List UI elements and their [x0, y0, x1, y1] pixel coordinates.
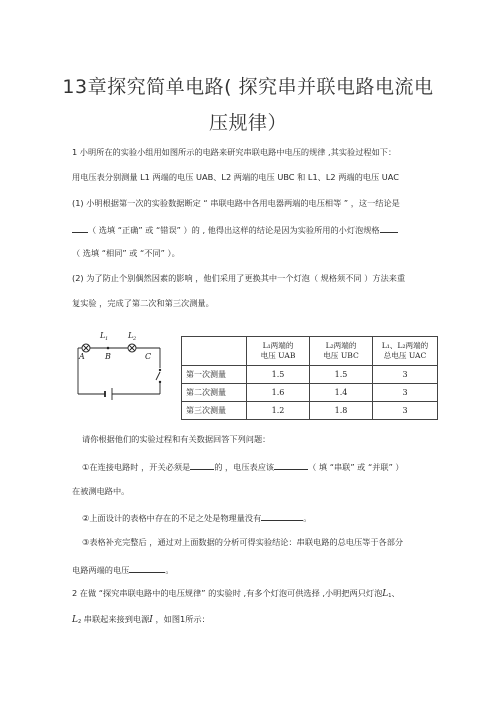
sub-question-1-text-b: 的 ，电压表应该 — [214, 462, 275, 472]
table-corner-cell — [182, 337, 247, 366]
row-label: 第三次测量 — [182, 402, 247, 420]
table-cell: 1.2 — [247, 402, 310, 420]
sub-question-2 — [82, 511, 442, 524]
answer-blank[interactable] — [190, 460, 214, 470]
question-2-line-a: (2) 为了防止个别偶然因素的影响 ，他们采用了更换其中一个灯泡（ 规格须不同 ）方法来重 — [72, 273, 406, 283]
table-row — [182, 384, 438, 402]
table-cell: 3 — [373, 384, 438, 402]
lamp-l1-symbol: L — [382, 589, 389, 599]
table-cell: 3 — [373, 402, 438, 420]
table-header-ubc — [310, 337, 373, 366]
problem-2-line-1 — [72, 588, 432, 602]
point-a-label: A — [79, 352, 85, 361]
lamp-l2-symbol: L — [72, 615, 78, 625]
question-1-line-a: (1) 小明根据第一次的实验数据断定 “ 串联电路中各用电器两端的电压相等 ” ，这一结论是 — [72, 198, 400, 208]
page-title-line-1: 13章探究简单电路( 探究串并联电路电流电 — [62, 76, 434, 98]
question-1-line-b-text: （ 选填 “正确” 或 “错误” ）的 , 他得出这样的结论是因为实验所用的小灯泡规格 — [88, 225, 380, 235]
header-line: L₁、L₂两端的 — [381, 341, 429, 350]
power-source-symbol: I — [149, 615, 153, 625]
problem-2-text-c: ，如图1所示： — [152, 614, 210, 624]
instruction-line: 请你根据他们的实验过程和有关数据回答下列问题： — [82, 434, 271, 444]
answer-blank[interactable] — [129, 563, 165, 573]
row-label: 第二次测量 — [182, 384, 247, 402]
sub-question-1-line-a — [82, 460, 442, 473]
lamp-l1-subscript: 1 — [388, 593, 392, 599]
voltage-data-table — [181, 336, 438, 420]
header-line: 电压 UAB — [260, 351, 296, 360]
table-cell: 1.5 — [310, 366, 373, 384]
sub-question-2-end: 。 — [303, 513, 312, 523]
answer-blank[interactable] — [261, 511, 303, 521]
lamp-l2-subscript: 2 — [77, 619, 82, 625]
circuit-diagram — [72, 326, 172, 402]
point-b-label: B — [105, 352, 111, 361]
point-c-label: C — [145, 352, 152, 361]
problem-2-text-b: 串联起来接到电源 — [81, 614, 150, 624]
problem-1-measure: 用电压表分别测量 L1 两端的电压 UAB、L2 两端的电压 UBC 和 L1、L2 两端的电压 UAC — [72, 172, 399, 182]
table-header-uab — [247, 337, 310, 366]
sub-question-1-line-b: 在被测电路中。 — [72, 486, 130, 496]
row-label: 第一次测量 — [182, 366, 247, 384]
table-cell: 1.6 — [247, 384, 310, 402]
table-cell: 1.4 — [310, 384, 373, 402]
answer-blank[interactable] — [274, 460, 308, 470]
table-row — [182, 402, 438, 420]
answer-blank[interactable] — [380, 223, 398, 233]
table-row — [182, 366, 438, 384]
table-cell: 1.8 — [310, 402, 373, 420]
question-2-line-b: 复实验 ，完成了第二次和第三次测量。 — [72, 298, 214, 308]
lamp-2-subscript: 2 — [133, 336, 137, 342]
lamp-1-label: L — [100, 331, 106, 340]
problem-1-intro: 1 小明所在的实验小组用如图所示的电路来研究串联电路中电压的规律 ,其实验过程如下： — [72, 147, 397, 157]
lamp-2-label: L — [128, 331, 134, 340]
table-header-uac — [373, 337, 438, 366]
sub-question-3-line-b — [72, 563, 432, 576]
question-1-line-c: （ 选填 “相同” 或 “不同” ）。 — [72, 248, 180, 258]
problem-2-line-2 — [72, 614, 432, 628]
table-cell: 3 — [373, 366, 438, 384]
page-title-line-2: 压规律） — [208, 112, 287, 134]
sub-question-3-line-a: ③表格补充完整后 ，通过对上面数据的分析可得实验结论：串联电路的总电压等于各部分 — [82, 537, 404, 547]
sub-question-2-text: ②上面设计的表格中存在的不足之处是物理量没有 — [82, 513, 262, 523]
table-cell: 1.5 — [247, 366, 310, 384]
header-line: 电压 UBC — [323, 351, 359, 360]
answer-blank[interactable] — [72, 223, 88, 233]
table-header-row — [182, 337, 438, 366]
sub-question-1-text-c: （ 填 “串联” 或 “并联” ） — [308, 462, 404, 472]
problem-2-text: 2 在做 “探究串联电路中的电压规律” 的实验时 ,有多个灯泡可供选择 ,小明把两只灯泡 — [72, 588, 383, 598]
lamp-1-subscript: 1 — [105, 336, 109, 342]
header-line: 总电压 UAC — [383, 351, 427, 360]
header-line: L₁两端的 — [262, 341, 294, 350]
sub-question-3-text: 电路两端的电压 — [72, 565, 130, 575]
question-1-line-b — [72, 223, 432, 236]
separator: 、 — [391, 588, 400, 598]
sub-question-1-text-a: ①在连接电路时 ，开关必须是 — [82, 462, 191, 472]
header-line: L₂两端的 — [325, 341, 357, 350]
sub-question-3-end: 。 — [165, 565, 174, 575]
